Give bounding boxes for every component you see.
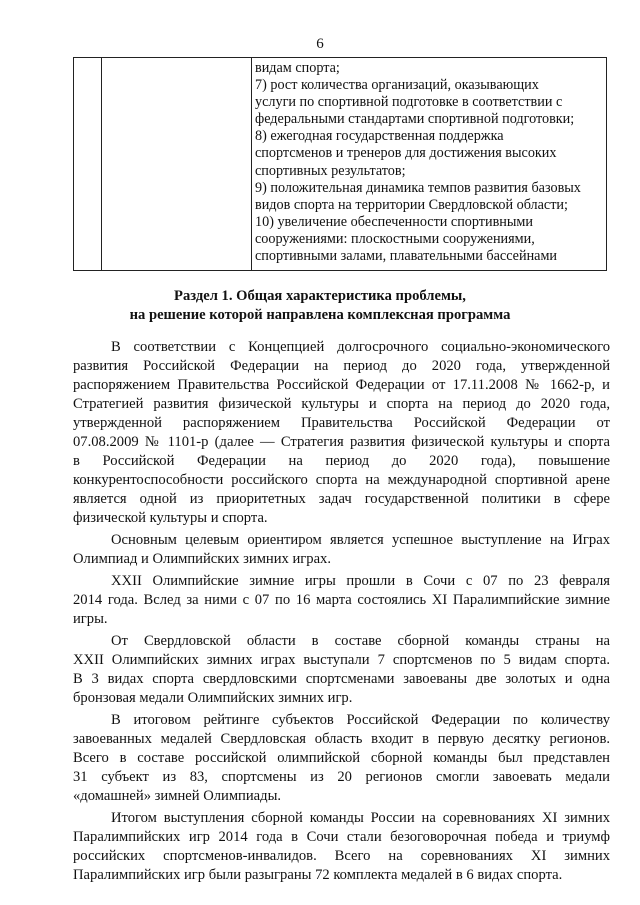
paragraph <box>73 338 610 528</box>
paragraph-line: Паралимпийских игр были разыграны 72 комплекта медалей в 6 видах спорта. <box>73 867 563 883</box>
paragraph-line: российских спортсменов-инвалидов. Всего на соревнованиях XI зимних <box>73 848 610 864</box>
paragraph-line: В 3 видах спорта свердловскими спортсменами завоеваны две золотых и одна <box>73 671 610 687</box>
paragraph-line: XXII Олимпийские зимние игры прошли в Сочи с 07 по 23 февраля <box>111 573 610 589</box>
paragraph-line: является одной из приоритетных задач государственной политики в сфере <box>73 491 610 507</box>
body-text <box>73 338 610 888</box>
paragraph-line: завоеванных медалей Свердловская область входит в первую десятку регионов. <box>73 731 610 747</box>
paragraph <box>73 632 610 708</box>
table-cell-line: 10) увеличение обеспеченности спортивными <box>255 213 533 230</box>
paragraph-line: Стратегией развития физической культуры и спорта на период до 2020 года, <box>73 396 610 412</box>
paragraph-line: развития Российской Федерации на период до 2020 года, утвержденной <box>73 358 610 374</box>
table-results-cell <box>252 58 607 271</box>
paragraph-line: Всего в составе российской олимпийской сборной команды был представлен <box>73 750 610 766</box>
paragraph-line: конкурентоспособности российского спорта на международной спортивной арене <box>73 472 610 488</box>
table-empty-cell <box>102 58 252 271</box>
paragraph-line: распоряжением Правительства Российской Федерации от 17.11.2008 № 1662-р, и <box>73 377 610 393</box>
section-heading-line: на решение которой направлена комплексная программа <box>129 307 511 323</box>
section-heading <box>0 287 640 325</box>
paragraph-line: 31 субъект из 83, спортсмены из 20 регионов смогли завоевать медали <box>73 769 610 785</box>
paragraph <box>73 572 610 629</box>
paragraph-line: В соответствии с Концепцией долгосрочного социально-экономического <box>111 339 610 355</box>
paragraph-line: физической культуры и спорта. <box>73 510 268 526</box>
table-cell-line: спортсменов и тренеров для достижения высоких <box>255 145 557 162</box>
paragraph-line: Итогом выступления сборной команды России на соревнованиях XI зимних <box>111 810 610 826</box>
paragraph-line: XXII Олимпийских зимних играх выступали 7 спортсменов по 5 видам спорта. <box>73 652 610 668</box>
paragraph-line: игры. <box>73 611 108 627</box>
paragraph-line: Паралимпийских игр 2014 года в Сочи стали безоговорочная победа и триумф <box>73 829 610 845</box>
paragraph <box>73 809 610 885</box>
paragraph <box>73 711 610 806</box>
paragraph-line: От Свердловской области в составе сборной команды страны на <box>111 633 610 649</box>
table-cell-line: видам спорта; <box>255 60 340 76</box>
table-continuation <box>73 57 607 271</box>
paragraph <box>73 531 610 569</box>
table-empty-cell <box>74 58 102 271</box>
paragraph-line: 07.08.2009 № 1101-р (далее — Стратегия развития физической культуры и спорта <box>73 434 610 450</box>
paragraph-line: бронзовая медали Олимпийских зимних игр. <box>73 690 353 706</box>
paragraph-line: утвержденной распоряжением Правительства Российской Федерации от <box>73 415 610 431</box>
paragraph-line: «домашней» зимней Олимпиады. <box>73 788 282 804</box>
table-cell-line: сооружениями: плоскостными сооружениями, <box>255 230 535 247</box>
paragraph-line: 2014 года. Вслед за ними с 07 по 16 марта состоялись XI Паралимпийские зимние <box>73 592 610 608</box>
paragraph-line: в Российской Федерации на период до 2020 года), повышение <box>73 453 610 469</box>
table-cell-line: спортивных результатов; <box>255 162 406 179</box>
paragraph-line: В итоговом рейтинге субъектов Российской Федерации по количеству <box>111 712 610 728</box>
table-cell-line: 7) рост количества организаций, оказывающих <box>255 77 539 94</box>
table-cell-line: видов спорта на территории Свердловской области; <box>255 196 568 213</box>
table-cell-line: 9) положительная динамика темпов развития базовых <box>255 179 581 196</box>
table-cell-line: 8) ежегодная государственная поддержка <box>255 128 504 145</box>
page-number: 6 <box>316 36 324 52</box>
paragraph-line: Основным целевым ориентиром является успешное выступление на Играх <box>111 532 610 548</box>
paragraph-line: Олимпиад и Олимпийских зимних играх. <box>73 551 332 567</box>
table-cell-line: услуги по спортивной подготовке в соответствии с <box>255 94 563 111</box>
table-cell-line: спортивными залами, плавательными бассейнами <box>255 248 558 265</box>
table-cell-line: федеральными стандартами спортивной подготовки; <box>255 111 575 128</box>
section-heading-line: Раздел 1. Общая характеристика проблемы, <box>174 288 466 304</box>
